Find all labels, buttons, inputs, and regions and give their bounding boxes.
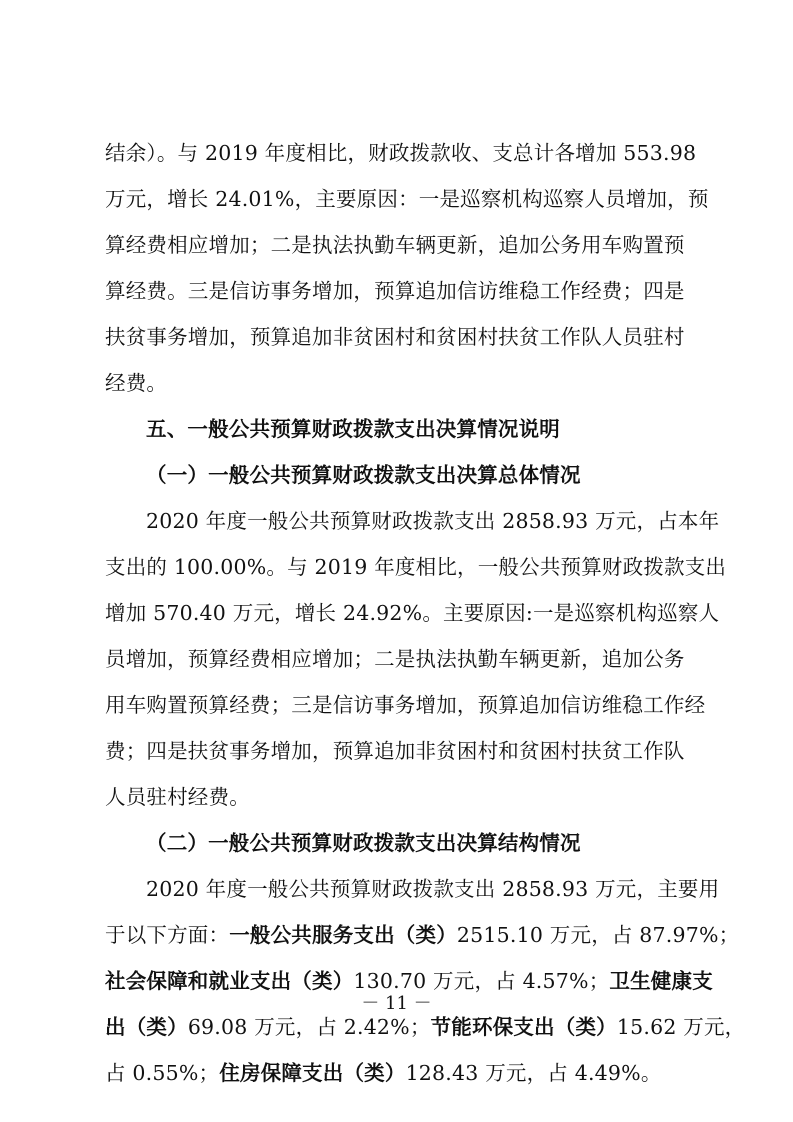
para2-line-2: 支出的 100.00%。与 2019 年度相比，一般公共预算财政拨款支出 (105, 555, 727, 579)
para1-line-3: 算经费相应增加；二是执法执勤车辆更新，追加公务用车购置预 (105, 233, 685, 257)
category-health-part1: 卫生健康支 (609, 969, 713, 993)
category-general-public-services: 一般公共服务支出（类） (229, 923, 457, 947)
value-health: 69.08 万元，占 2.42%； (187, 1015, 431, 1039)
para3-line-5 (105, 1057, 695, 1089)
para1-line-6: 经费。 (105, 371, 168, 395)
category-health-part2: 出（类） (105, 1015, 188, 1039)
para3-line-2-lead: 于以下方面： (105, 923, 230, 947)
category-social-security: 社会保障和就业支出（类） (105, 969, 354, 993)
para2-line-6: 费；四是扶贫事务增加，预算追加非贫困村和贫困村扶贫工作队 (105, 739, 685, 763)
value-social-security: 130.70 万元，占 4.57%； (353, 969, 610, 993)
subsection-heading-2: （二）一般公共预算财政拨款支出决算结构情况 (146, 831, 581, 855)
para3-line-2 (105, 919, 740, 951)
para2-line-1: 2020 年度一般公共预算财政拨款支出 2858.93 万元，占本年 (146, 509, 720, 533)
para2-line-7: 人员驻村经费。 (105, 785, 250, 809)
para1-line-4: 算经费。三是信访事务增加，预算追加信访维稳工作经费；四是 (105, 279, 685, 303)
category-housing: 住房保障支出（类） (219, 1061, 406, 1085)
para3-line-1: 2020 年度一般公共预算财政拨款支出 2858.93 万元，主要用 (146, 877, 720, 901)
subsection-heading-1: （一）一般公共预算财政拨款支出决算总体情况 (146, 463, 581, 487)
value-housing: 128.43 万元，占 4.49%。 (405, 1061, 662, 1085)
para2-line-3: 增加 570.40 万元，增长 24.92%。主要原因:一是巡察机构巡察人 (105, 601, 720, 625)
value-energy-environment: 15.62 万元， (616, 1015, 746, 1039)
para1-line-2: 万元，增长 24.01%，主要原因：一是巡察机构巡察人员增加，预 (105, 187, 709, 211)
para2-line-4: 员增加，预算经费相应增加；二是执法执勤车辆更新，追加公务 (105, 647, 685, 671)
para2-line-5: 用车购置预算经费；三是信访事务增加，预算追加信访维稳工作经 (105, 693, 706, 717)
para1-line-1: 结余）。与 2019 年度相比，财政拨款收、支总计各增加 553.98 (105, 141, 697, 165)
para1-line-5: 扶贫事务增加，预算追加非贫困村和贫困村扶贫工作队人员驻村 (105, 325, 685, 349)
section-heading: 五、一般公共预算财政拨款支出决算情况说明 (146, 417, 560, 441)
page-number: － 11 － (361, 993, 432, 1014)
value-general-public-services: 2515.10 万元，占 87.97%； (456, 923, 740, 947)
value-energy-percent: 占 0.55%； (105, 1061, 220, 1085)
category-energy-environment: 节能环保支出（类） (430, 1015, 617, 1039)
